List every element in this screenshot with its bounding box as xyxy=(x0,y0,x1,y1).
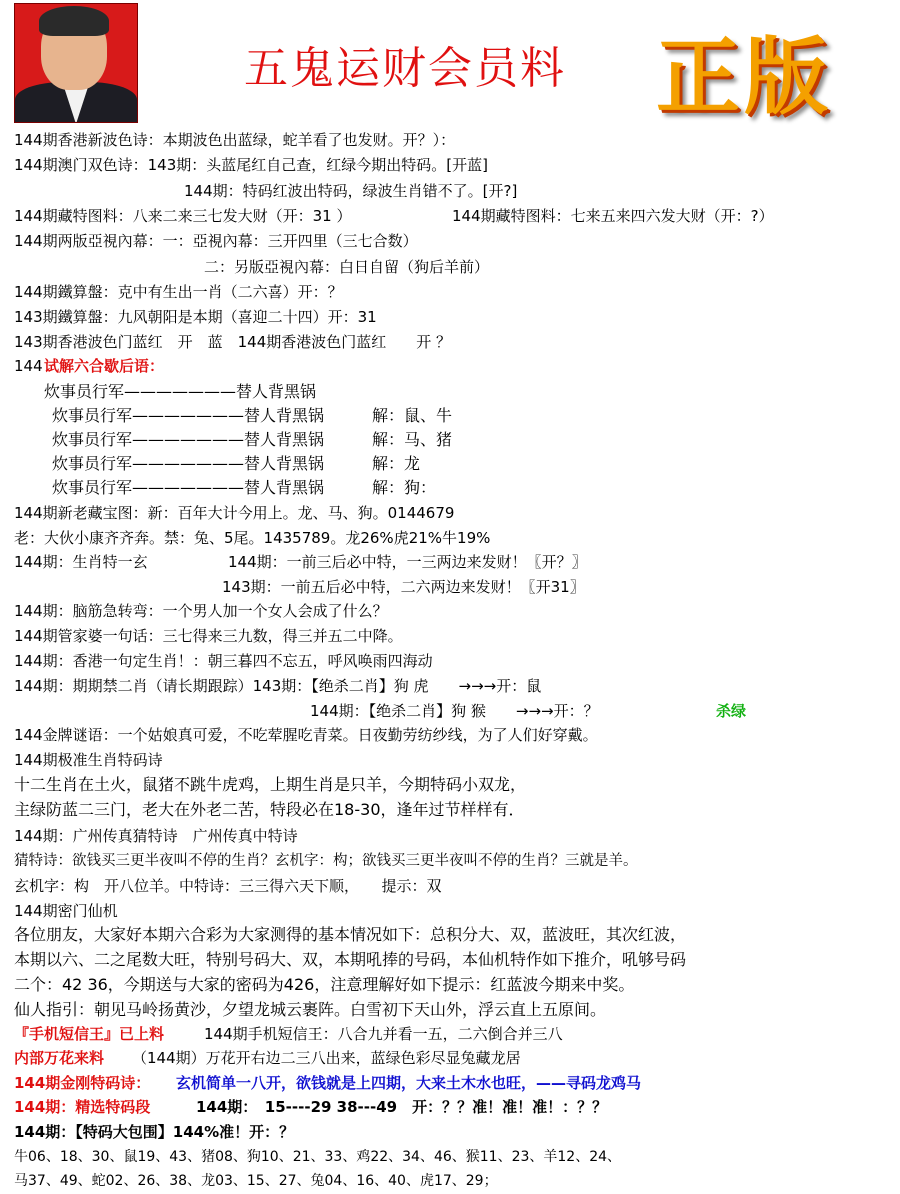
text-line: 144期鐵算盤：克中有生出一肖（二六喜）开：？ xyxy=(14,283,343,301)
text-line: 143期鐵算盤：九风朝阳是本期（喜迎二十四）开：31 xyxy=(14,308,377,326)
text-line: 炊事员行军———————替人背黑锅 解：狗： xyxy=(52,478,437,497)
text-line: （144期）万花开右边二三八出来，蓝绿色彩尽显兔藏龙居 xyxy=(132,1049,521,1067)
text-line: 炊事员行军———————替人背黑锅 解：马、猪 xyxy=(52,430,453,449)
text-line: 本期以六、二之尾数大旺，特别号码大、双，本期吼捧的号码，本仙机特作如下推介，吼够号码 xyxy=(14,950,687,969)
text-line: 二：另版亞視內幕：白日自留（狗后羊前） xyxy=(204,258,490,276)
text-line: 二个：42 36，今期送与大家的密码为426，注意理解好如下提示：红蓝波今期来中奖。 xyxy=(14,975,635,994)
text-line: 仙人指引：朝见马岭扬黄沙，夕望龙城云裹阵。白雪初下天山外，浮云直上五原间。 xyxy=(14,1000,607,1019)
text-line: 马37、49、蛇02、26、38、龙03、15、27、兔04、16、40、虎17、29； xyxy=(14,1173,498,1189)
text-line: 玄机字：构 开八位羊。中特诗：三三得六天下顺， 提示：双 xyxy=(14,877,442,895)
text-line: 144期：精选特码段 xyxy=(14,1098,151,1116)
text-line: 144期新老藏宝图：新：百年大计今用上。龙、马、狗。0144679 xyxy=(14,504,455,522)
text-line: 老：大伙小康齐齐奔。禁：兔、5尾。1435789。龙26%虎21%牛19% xyxy=(14,529,491,547)
text-line: 144期手机短信王：八合九并看一五，二六倒合并三八 xyxy=(204,1025,563,1043)
text-line: 144期藏特图料：八来二来三七发大财（开：31 ） xyxy=(14,207,352,225)
text-line: 144期两版亞視內幕：一：亞視內幕：三开四里（三七合数） xyxy=(14,232,418,250)
genuine-stamp: 正版 xyxy=(656,27,833,126)
text-line: 144 xyxy=(14,357,43,375)
text-line: 143期香港波色门蓝红 开 蓝 144期香港波色门蓝红 开 ？ xyxy=(14,333,452,351)
text-line: 144期香港新波色诗：本期波色出蓝绿，蛇羊看了也发财。开？）： xyxy=(14,131,456,149)
text-line: 炊事员行军———————替人背黑锅 解：鼠、牛 xyxy=(52,406,453,425)
text-line: 牛06、18、30、鼠19、43、猪08、狗10、21、33、鸡22、34、46、猴11、23、羊12、24、 xyxy=(14,1149,622,1165)
text-line: 144期藏特图料：七来五来四六发大财（开：?） xyxy=(452,207,774,225)
text-line: 各位朋友，大家好本期六合彩为大家测得的基本情况如下：总积分大、双，蓝波旺，其次红波， xyxy=(14,925,687,944)
text-line: 144期：特码红波出特码，绿波生肖错不了。[开?] xyxy=(184,182,518,200)
text-line: 144期金刚特码诗： xyxy=(14,1074,151,1092)
text-line: 144期：生肖特一玄 xyxy=(14,553,148,571)
text-line: 主绿防蓝二三门，老大在外老二苦，特段必在18-30，逢年过节样样有． xyxy=(14,800,525,819)
text-line: 144期澳门双色诗：143期：头蓝尾红自己查，红绿今期出特码。[开蓝] xyxy=(14,156,488,174)
page-title: 五鬼运财会员料 xyxy=(244,43,566,94)
text-line: 试解六合歇后语： xyxy=(44,357,165,375)
text-line: 144期：脑筋急转弯：一个男人加一个女人会成了什么？ xyxy=(14,602,388,620)
text-line: 144期密门仙机 xyxy=(14,902,118,920)
text-line: 144期管家婆一句话：三七得来三九数，得三并五二中降。 xyxy=(14,627,403,645)
text-line: 『手机短信王』已上料 xyxy=(14,1025,165,1043)
text-line: 144期： 15----29 38---49 开：？？准！准！准！：？？ xyxy=(196,1098,608,1116)
text-line: 144期：【特码大包围】144%准！开：？ xyxy=(14,1123,295,1141)
text-line: 143期：一前五后必中特，二六两边来发财！〖开31〗 xyxy=(222,578,585,596)
text-line: 144期：香港一句定生肖！：朝三暮四不忘五，呼风唤雨四海动 xyxy=(14,652,433,670)
text-line: 炊事员行军———————替人背黑锅 解：龙 xyxy=(52,454,421,473)
kill-green-label: 杀绿 xyxy=(716,702,747,720)
text-line: 144期极准生肖特码诗 xyxy=(14,751,163,769)
text-line: 内部万花来料 xyxy=(14,1049,105,1067)
text-line: 144期：广州传真猜特诗 广州传真中特诗 xyxy=(14,827,298,845)
text-line: 144期：一前三后必中特，一三两边来发财！〖开？〗 xyxy=(228,553,587,571)
text-line: 猜特诗：欲钱买三更半夜叫不停的生肖？玄机字：构；欲钱买三更半夜叫不停的生肖？三就是羊。 xyxy=(14,853,638,869)
text-line: 炊事员行军———————替人背黑锅 xyxy=(44,382,317,401)
text-line: 144期：【绝杀二肖】狗 猴 →→→开：？ xyxy=(310,702,599,720)
text-line: 144期：期期禁二肖（请长期跟踪）143期：【绝杀二肖】狗 虎 →→→开：鼠 xyxy=(14,677,542,695)
text-line: 玄机简单一八开，欲钱就是上四期，大来土木水也旺，——寻码龙鸡马 xyxy=(176,1074,642,1092)
text-line: 144金牌谜语：一个姑娘真可爱，不吃荤腥吃青菜。日夜勤劳纺纱线，为了人们好穿戴。 xyxy=(14,726,598,744)
text-line: 十二生肖在土火，鼠猪不跳牛虎鸡，上期生肖是只羊，今期特码小双龙， xyxy=(14,775,527,794)
portrait-photo xyxy=(14,3,138,123)
